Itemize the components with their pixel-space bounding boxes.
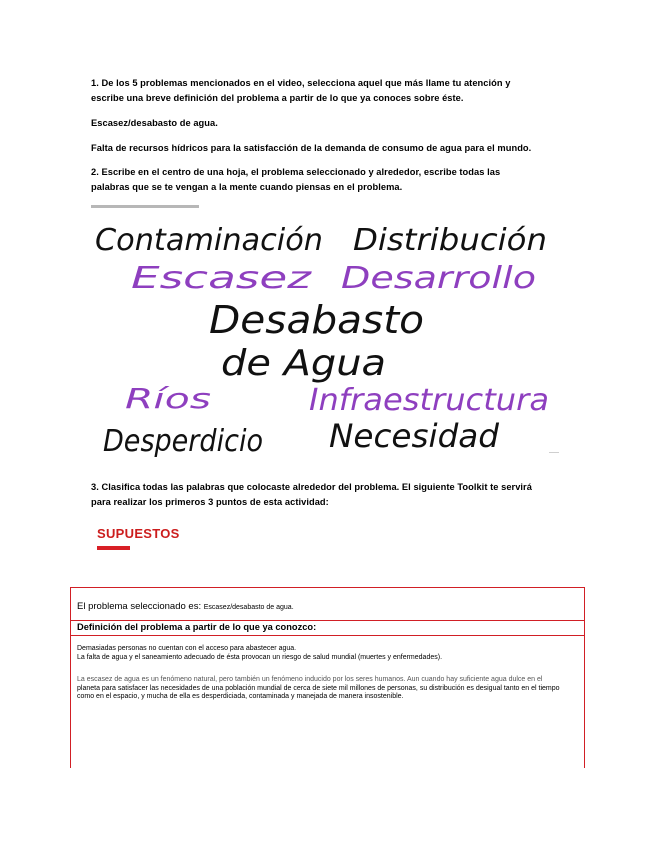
handwriting-canvas	[91, 205, 566, 467]
question-3	[91, 480, 591, 510]
selected-problem-label: El problema seleccionado es:	[77, 601, 204, 612]
definition-p2-line-2: planeta para satisfacer las necesidades de una población mundial de cerca de siete mil millones de personas, su distribución es desigual tanto en el tiempo	[77, 684, 560, 692]
supuestos-heading: SUPUESTOS	[97, 526, 180, 541]
question-3-line-1: 3. Clasifica todas las palabras que colocaste alrededor del problema. El siguiente Toolkit te servirá	[91, 482, 532, 492]
question-2-line-1: 2. Escribe en el centro de una hoja, el problema seleccionado y alrededor, escribe todas las	[91, 167, 501, 177]
question-2-line-2: palabras que se te vengan a la mente cuando piensas en el problema.	[91, 182, 403, 192]
definition-header-row	[71, 621, 584, 636]
answer-definition: Falta de recursos hídricos para la satisfacción de la demanda de consumo de agua para el mundo.	[91, 143, 532, 153]
definition-header: Definición del problema a partir de lo que ya conozco:	[77, 622, 317, 632]
toolkit-table	[70, 587, 585, 768]
hw-word-de-agua: de Agua	[221, 343, 386, 384]
supuestos-underline	[97, 546, 130, 550]
hw-word-necesidad: Necesidad	[329, 417, 500, 455]
question-1-line-1: 1. De los 5 problemas mencionados en el video, selecciona aquel que más llame tu atención y	[91, 78, 511, 88]
selected-problem-cell	[77, 600, 294, 614]
definition-p1-line-1: Demasiadas personas no cuentan con el acceso para abastecer agua.	[77, 645, 297, 652]
handwritten-word-map	[91, 205, 566, 467]
question-3-line-2: para realizar los primeros 3 puntos de esta actividad:	[91, 497, 329, 507]
hw-word-contaminacion: Contaminación	[95, 223, 323, 258]
question-2	[91, 165, 571, 195]
definition-p2-line-1: La escasez de agua es un fenómeno natural, pero también un fenómeno inducido por los seres humanos. Aun cuando hay suficiente agua dulce en el	[77, 676, 543, 683]
definition-p2-line-3: como en el espacio, y mucha de ella es desperdiciada, contaminada y manejada de manera insostenible.	[77, 693, 404, 700]
hw-word-infraestructura: Infraestructura	[309, 383, 549, 418]
image-corner-mark	[549, 452, 559, 453]
selected-problem-value: Escasez/desabasto de agua.	[203, 604, 294, 611]
definition-p1-line-2: La falta de agua y el saneamiento adecuado de ésta provocan un riesgo de salud mundial (muertes y enfermedades).	[77, 653, 443, 661]
definition-paragraph-2	[77, 676, 577, 702]
hw-word-rios: Ríos	[125, 382, 211, 415]
hw-word-desabasto: Desabasto	[209, 298, 424, 342]
hw-word-distribucion: Distribución	[353, 223, 547, 258]
answer-title: Escasez/desabasto de agua.	[91, 118, 218, 128]
question-1	[91, 76, 571, 106]
question-1-line-2: escribe una breve definición del problema a partir de lo que ya conoces sobre éste.	[91, 93, 464, 103]
hw-word-desperdicio: Desperdicio	[103, 424, 263, 459]
hw-word-desarrollo: Desarrollo	[341, 261, 536, 296]
selected-problem-row	[71, 588, 584, 621]
image-top-border	[91, 205, 199, 208]
definition-paragraph-1	[77, 645, 577, 662]
hw-word-escasez: Escasez	[131, 261, 313, 296]
